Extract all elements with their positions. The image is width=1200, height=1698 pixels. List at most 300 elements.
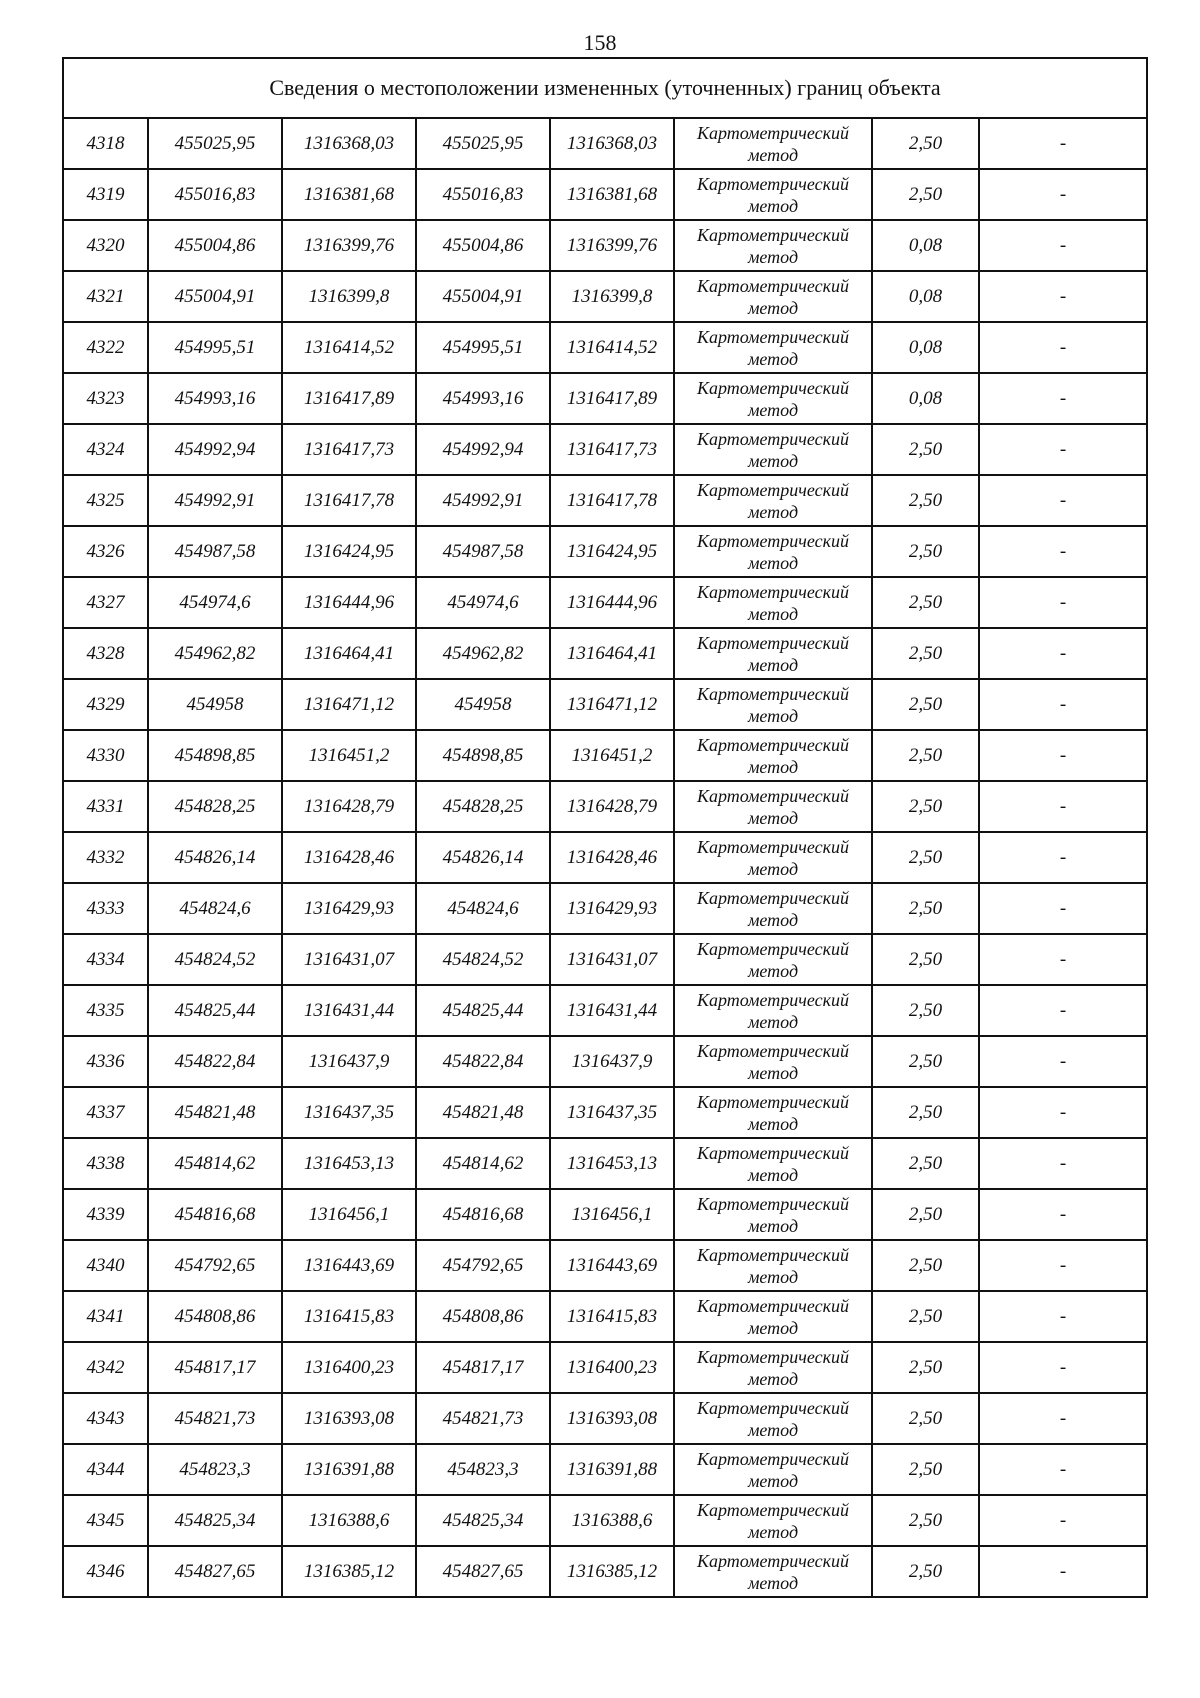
- x-existing-cell: 454827,65: [148, 1546, 282, 1597]
- x-existing-cell: 454828,25: [148, 781, 282, 832]
- note-cell: -: [979, 1444, 1147, 1495]
- table-row: [63, 373, 1147, 424]
- point-number-cell: 4324: [63, 424, 148, 475]
- x-existing-cell: 454987,58: [148, 526, 282, 577]
- accuracy-cell: 0,08: [872, 322, 979, 373]
- method-line1: Картометрический: [696, 887, 849, 908]
- y-existing-cell: 1316444,96: [282, 577, 416, 628]
- method-cell: [674, 271, 872, 322]
- x-new-cell: 454817,17: [416, 1342, 550, 1393]
- accuracy-cell: 2,50: [872, 1036, 979, 1087]
- x-new-cell: 454814,62: [416, 1138, 550, 1189]
- boundary-coordinates-table: [62, 57, 1148, 1598]
- table-row: [63, 475, 1147, 526]
- method-line2: метод: [747, 909, 799, 930]
- point-number-cell: 4322: [63, 322, 148, 373]
- x-existing-cell: 454824,6: [148, 883, 282, 934]
- method-line2: метод: [747, 144, 799, 165]
- y-new-cell: 1316417,73: [550, 424, 674, 475]
- method-cell: [674, 118, 872, 169]
- x-existing-cell: 454974,6: [148, 577, 282, 628]
- y-new-cell: 1316368,03: [550, 118, 674, 169]
- accuracy-cell: 2,50: [872, 577, 979, 628]
- y-existing-cell: 1316391,88: [282, 1444, 416, 1495]
- table-row: [63, 322, 1147, 373]
- table-row: [63, 220, 1147, 271]
- note-cell: -: [979, 1189, 1147, 1240]
- y-new-cell: 1316443,69: [550, 1240, 674, 1291]
- x-existing-cell: 454821,48: [148, 1087, 282, 1138]
- y-existing-cell: 1316424,95: [282, 526, 416, 577]
- accuracy-cell: 2,50: [872, 628, 979, 679]
- note-cell: -: [979, 883, 1147, 934]
- note-cell: -: [979, 628, 1147, 679]
- method-cell: [674, 1342, 872, 1393]
- x-new-cell: 454992,94: [416, 424, 550, 475]
- y-new-cell: 1316453,13: [550, 1138, 674, 1189]
- method-cell: [674, 985, 872, 1036]
- y-existing-cell: 1316417,89: [282, 373, 416, 424]
- method-line1: Картометрический: [696, 530, 849, 551]
- point-number-cell: 4338: [63, 1138, 148, 1189]
- method-line1: Картометрический: [696, 275, 849, 296]
- table-row: [63, 934, 1147, 985]
- table-row: [63, 730, 1147, 781]
- accuracy-cell: 2,50: [872, 475, 979, 526]
- method-line2: метод: [747, 807, 799, 828]
- x-new-cell: 454898,85: [416, 730, 550, 781]
- method-line2: метод: [747, 246, 799, 267]
- table-row: [63, 577, 1147, 628]
- table-row: [63, 1495, 1147, 1546]
- method-cell: [674, 1393, 872, 1444]
- table-row: [63, 1546, 1147, 1597]
- method-line1: Картометрический: [696, 1091, 849, 1112]
- y-existing-cell: 1316428,46: [282, 832, 416, 883]
- table-row: [63, 1444, 1147, 1495]
- table-row: [63, 1240, 1147, 1291]
- method-line2: метод: [747, 1521, 799, 1542]
- y-new-cell: 1316399,8: [550, 271, 674, 322]
- x-new-cell: 454823,3: [416, 1444, 550, 1495]
- method-cell: [674, 1036, 872, 1087]
- x-existing-cell: 455016,83: [148, 169, 282, 220]
- point-number-cell: 4332: [63, 832, 148, 883]
- method-line2: метод: [747, 1470, 799, 1491]
- point-number-cell: 4328: [63, 628, 148, 679]
- y-existing-cell: 1316393,08: [282, 1393, 416, 1444]
- table-row: [63, 1393, 1147, 1444]
- method-line2: метод: [747, 1062, 799, 1083]
- y-new-cell: 1316393,08: [550, 1393, 674, 1444]
- point-number-cell: 4321: [63, 271, 148, 322]
- x-existing-cell: 454822,84: [148, 1036, 282, 1087]
- x-new-cell: 455016,83: [416, 169, 550, 220]
- accuracy-cell: 2,50: [872, 1240, 979, 1291]
- note-cell: -: [979, 781, 1147, 832]
- accuracy-cell: 2,50: [872, 781, 979, 832]
- method-line2: метод: [747, 756, 799, 777]
- x-existing-cell: 454825,44: [148, 985, 282, 1036]
- x-new-cell: 454995,51: [416, 322, 550, 373]
- method-line1: Картометрический: [696, 1244, 849, 1265]
- accuracy-cell: 0,08: [872, 271, 979, 322]
- accuracy-cell: 0,08: [872, 220, 979, 271]
- method-line2: метод: [747, 1164, 799, 1185]
- method-line2: метод: [747, 1011, 799, 1032]
- table-row: [63, 118, 1147, 169]
- x-existing-cell: 454792,65: [148, 1240, 282, 1291]
- y-new-cell: 1316391,88: [550, 1444, 674, 1495]
- point-number-cell: 4327: [63, 577, 148, 628]
- method-line1: Картометрический: [696, 479, 849, 500]
- point-number-cell: 4318: [63, 118, 148, 169]
- accuracy-cell: 2,50: [872, 169, 979, 220]
- method-cell: [674, 220, 872, 271]
- note-cell: -: [979, 1546, 1147, 1597]
- method-line1: Картометрический: [696, 1040, 849, 1061]
- accuracy-cell: 2,50: [872, 985, 979, 1036]
- x-new-cell: 454816,68: [416, 1189, 550, 1240]
- method-line1: Картометрический: [696, 734, 849, 755]
- method-line2: метод: [747, 1113, 799, 1134]
- table-row: [63, 832, 1147, 883]
- method-line1: Картометрический: [696, 1295, 849, 1316]
- method-cell: [674, 832, 872, 883]
- y-new-cell: 1316437,9: [550, 1036, 674, 1087]
- method-line1: Картометрический: [696, 1550, 849, 1571]
- x-existing-cell: 454825,34: [148, 1495, 282, 1546]
- x-new-cell: 455004,91: [416, 271, 550, 322]
- method-line2: метод: [747, 450, 799, 471]
- note-cell: -: [979, 475, 1147, 526]
- point-number-cell: 4336: [63, 1036, 148, 1087]
- point-number-cell: 4342: [63, 1342, 148, 1393]
- accuracy-cell: 2,50: [872, 1087, 979, 1138]
- method-line1: Картометрический: [696, 326, 849, 347]
- accuracy-cell: 2,50: [872, 883, 979, 934]
- point-number-cell: 4323: [63, 373, 148, 424]
- method-cell: [674, 1495, 872, 1546]
- table-row: [63, 628, 1147, 679]
- point-number-cell: 4329: [63, 679, 148, 730]
- method-line1: Картометрический: [696, 428, 849, 449]
- method-line2: метод: [747, 1419, 799, 1440]
- note-cell: -: [979, 118, 1147, 169]
- method-cell: [674, 1444, 872, 1495]
- x-new-cell: 454822,84: [416, 1036, 550, 1087]
- point-number-cell: 4339: [63, 1189, 148, 1240]
- y-new-cell: 1316415,83: [550, 1291, 674, 1342]
- accuracy-cell: 2,50: [872, 1291, 979, 1342]
- note-cell: -: [979, 1495, 1147, 1546]
- method-cell: [674, 934, 872, 985]
- method-line2: метод: [747, 858, 799, 879]
- method-line2: метод: [747, 297, 799, 318]
- method-cell: [674, 1240, 872, 1291]
- y-existing-cell: 1316456,1: [282, 1189, 416, 1240]
- x-new-cell: 454825,44: [416, 985, 550, 1036]
- point-number-cell: 4346: [63, 1546, 148, 1597]
- method-line1: Картометрический: [696, 1142, 849, 1163]
- x-existing-cell: 454816,68: [148, 1189, 282, 1240]
- accuracy-cell: 2,50: [872, 526, 979, 577]
- method-line1: Картометрический: [696, 632, 849, 653]
- point-number-cell: 4337: [63, 1087, 148, 1138]
- x-existing-cell: 454962,82: [148, 628, 282, 679]
- point-number-cell: 4341: [63, 1291, 148, 1342]
- method-line1: Картометрический: [696, 785, 849, 806]
- y-new-cell: 1316429,93: [550, 883, 674, 934]
- x-existing-cell: 454824,52: [148, 934, 282, 985]
- table-body: [63, 118, 1147, 1597]
- x-new-cell: 454974,6: [416, 577, 550, 628]
- y-new-cell: 1316417,89: [550, 373, 674, 424]
- note-cell: -: [979, 1138, 1147, 1189]
- table-row: [63, 1189, 1147, 1240]
- note-cell: -: [979, 373, 1147, 424]
- y-existing-cell: 1316464,41: [282, 628, 416, 679]
- table-row: [63, 781, 1147, 832]
- method-line1: Картометрический: [696, 173, 849, 194]
- method-cell: [674, 1546, 872, 1597]
- method-line2: метод: [747, 654, 799, 675]
- accuracy-cell: 2,50: [872, 1393, 979, 1444]
- y-existing-cell: 1316368,03: [282, 118, 416, 169]
- table-row: [63, 883, 1147, 934]
- x-new-cell: 454824,52: [416, 934, 550, 985]
- y-existing-cell: 1316453,13: [282, 1138, 416, 1189]
- y-existing-cell: 1316471,12: [282, 679, 416, 730]
- note-cell: -: [979, 322, 1147, 373]
- method-line1: Картометрический: [696, 377, 849, 398]
- table-caption: Сведения о местоположении измененных (уточненных) границ объекта: [63, 58, 1147, 118]
- y-new-cell: 1316428,79: [550, 781, 674, 832]
- note-cell: -: [979, 1240, 1147, 1291]
- x-new-cell: 454821,73: [416, 1393, 550, 1444]
- method-line1: Картометрический: [696, 1397, 849, 1418]
- x-existing-cell: 454993,16: [148, 373, 282, 424]
- y-existing-cell: 1316431,44: [282, 985, 416, 1036]
- method-cell: [674, 679, 872, 730]
- method-cell: [674, 628, 872, 679]
- x-existing-cell: 454992,91: [148, 475, 282, 526]
- table-row: [63, 169, 1147, 220]
- method-cell: [674, 475, 872, 526]
- note-cell: -: [979, 1342, 1147, 1393]
- x-existing-cell: 454826,14: [148, 832, 282, 883]
- method-cell: [674, 730, 872, 781]
- y-new-cell: 1316388,6: [550, 1495, 674, 1546]
- method-line2: метод: [747, 705, 799, 726]
- x-new-cell: 455025,95: [416, 118, 550, 169]
- method-cell: [674, 322, 872, 373]
- accuracy-cell: 2,50: [872, 832, 979, 883]
- y-existing-cell: 1316437,35: [282, 1087, 416, 1138]
- method-cell: [674, 424, 872, 475]
- x-new-cell: 454821,48: [416, 1087, 550, 1138]
- note-cell: -: [979, 1036, 1147, 1087]
- method-line2: метод: [747, 960, 799, 981]
- table-row: [63, 1138, 1147, 1189]
- y-existing-cell: 1316431,07: [282, 934, 416, 985]
- point-number-cell: 4345: [63, 1495, 148, 1546]
- method-line2: метод: [747, 1572, 799, 1593]
- note-cell: -: [979, 679, 1147, 730]
- note-cell: -: [979, 577, 1147, 628]
- x-existing-cell: 454808,86: [148, 1291, 282, 1342]
- point-number-cell: 4335: [63, 985, 148, 1036]
- method-line1: Картометрический: [696, 683, 849, 704]
- x-new-cell: 454958: [416, 679, 550, 730]
- method-cell: [674, 1291, 872, 1342]
- method-line1: Картометрический: [696, 836, 849, 857]
- y-existing-cell: 1316428,79: [282, 781, 416, 832]
- x-new-cell: 454792,65: [416, 1240, 550, 1291]
- point-number-cell: 4334: [63, 934, 148, 985]
- method-line2: метод: [747, 399, 799, 420]
- point-number-cell: 4330: [63, 730, 148, 781]
- x-existing-cell: 454898,85: [148, 730, 282, 781]
- table-row: [63, 1291, 1147, 1342]
- table-row: [63, 1087, 1147, 1138]
- x-existing-cell: 455025,95: [148, 118, 282, 169]
- y-new-cell: 1316381,68: [550, 169, 674, 220]
- note-cell: -: [979, 424, 1147, 475]
- method-line1: Картометрический: [696, 122, 849, 143]
- method-line2: метод: [747, 1317, 799, 1338]
- table-row: [63, 1036, 1147, 1087]
- method-cell: [674, 781, 872, 832]
- x-new-cell: 454987,58: [416, 526, 550, 577]
- accuracy-cell: 2,50: [872, 679, 979, 730]
- method-cell: [674, 883, 872, 934]
- x-existing-cell: 454958: [148, 679, 282, 730]
- x-existing-cell: 454814,62: [148, 1138, 282, 1189]
- accuracy-cell: 2,50: [872, 730, 979, 781]
- y-new-cell: 1316399,76: [550, 220, 674, 271]
- method-cell: [674, 169, 872, 220]
- y-new-cell: 1316428,46: [550, 832, 674, 883]
- y-new-cell: 1316471,12: [550, 679, 674, 730]
- method-line1: Картометрический: [696, 581, 849, 602]
- method-cell: [674, 1087, 872, 1138]
- accuracy-cell: 2,50: [872, 1444, 979, 1495]
- method-cell: [674, 1138, 872, 1189]
- point-number-cell: 4326: [63, 526, 148, 577]
- note-cell: -: [979, 985, 1147, 1036]
- y-new-cell: 1316417,78: [550, 475, 674, 526]
- y-new-cell: 1316456,1: [550, 1189, 674, 1240]
- x-new-cell: 454962,82: [416, 628, 550, 679]
- point-number-cell: 4343: [63, 1393, 148, 1444]
- page-number: 158: [583, 30, 617, 55]
- y-existing-cell: 1316414,52: [282, 322, 416, 373]
- y-existing-cell: 1316381,68: [282, 169, 416, 220]
- y-new-cell: 1316444,96: [550, 577, 674, 628]
- y-existing-cell: 1316400,23: [282, 1342, 416, 1393]
- table-row: [63, 679, 1147, 730]
- y-existing-cell: 1316385,12: [282, 1546, 416, 1597]
- x-new-cell: 454826,14: [416, 832, 550, 883]
- method-line1: Картометрический: [696, 1346, 849, 1367]
- accuracy-cell: 2,50: [872, 1138, 979, 1189]
- method-line2: метод: [747, 603, 799, 624]
- point-number-cell: 4344: [63, 1444, 148, 1495]
- method-line1: Картометрический: [696, 1499, 849, 1520]
- y-existing-cell: 1316443,69: [282, 1240, 416, 1291]
- note-cell: -: [979, 1291, 1147, 1342]
- accuracy-cell: 2,50: [872, 118, 979, 169]
- y-new-cell: 1316431,07: [550, 934, 674, 985]
- note-cell: -: [979, 1393, 1147, 1444]
- accuracy-cell: 2,50: [872, 1495, 979, 1546]
- note-cell: -: [979, 271, 1147, 322]
- note-cell: -: [979, 526, 1147, 577]
- method-line2: метод: [747, 1368, 799, 1389]
- method-cell: [674, 577, 872, 628]
- x-new-cell: 454992,91: [416, 475, 550, 526]
- accuracy-cell: 2,50: [872, 1342, 979, 1393]
- method-line1: Картометрический: [696, 1448, 849, 1469]
- y-existing-cell: 1316417,78: [282, 475, 416, 526]
- method-cell: [674, 373, 872, 424]
- method-line1: Картометрический: [696, 224, 849, 245]
- note-cell: -: [979, 730, 1147, 781]
- x-new-cell: 454824,6: [416, 883, 550, 934]
- point-number-cell: 4319: [63, 169, 148, 220]
- point-number-cell: 4340: [63, 1240, 148, 1291]
- x-new-cell: 454993,16: [416, 373, 550, 424]
- y-new-cell: 1316464,41: [550, 628, 674, 679]
- x-new-cell: 454808,86: [416, 1291, 550, 1342]
- method-line2: метод: [747, 1215, 799, 1236]
- table-row: [63, 1342, 1147, 1393]
- point-number-cell: 4331: [63, 781, 148, 832]
- x-existing-cell: 454823,3: [148, 1444, 282, 1495]
- method-line2: метод: [747, 195, 799, 216]
- point-number-cell: 4325: [63, 475, 148, 526]
- method-line2: метод: [747, 501, 799, 522]
- y-new-cell: 1316431,44: [550, 985, 674, 1036]
- y-existing-cell: 1316437,9: [282, 1036, 416, 1087]
- accuracy-cell: 2,50: [872, 1189, 979, 1240]
- y-existing-cell: 1316429,93: [282, 883, 416, 934]
- x-existing-cell: 454995,51: [148, 322, 282, 373]
- y-new-cell: 1316414,52: [550, 322, 674, 373]
- note-cell: -: [979, 934, 1147, 985]
- method-line1: Картометрический: [696, 989, 849, 1010]
- accuracy-cell: 2,50: [872, 934, 979, 985]
- x-existing-cell: 454817,17: [148, 1342, 282, 1393]
- y-existing-cell: 1316399,8: [282, 271, 416, 322]
- table-row: [63, 985, 1147, 1036]
- accuracy-cell: 0,08: [872, 373, 979, 424]
- x-new-cell: 454825,34: [416, 1495, 550, 1546]
- x-new-cell: 455004,86: [416, 220, 550, 271]
- method-line2: метод: [747, 348, 799, 369]
- y-new-cell: 1316385,12: [550, 1546, 674, 1597]
- x-existing-cell: 455004,86: [148, 220, 282, 271]
- x-existing-cell: 455004,91: [148, 271, 282, 322]
- method-line2: метод: [747, 1266, 799, 1287]
- note-cell: -: [979, 832, 1147, 883]
- note-cell: -: [979, 220, 1147, 271]
- x-existing-cell: 454992,94: [148, 424, 282, 475]
- y-new-cell: 1316437,35: [550, 1087, 674, 1138]
- y-existing-cell: 1316417,73: [282, 424, 416, 475]
- method-line1: Картометрический: [696, 938, 849, 959]
